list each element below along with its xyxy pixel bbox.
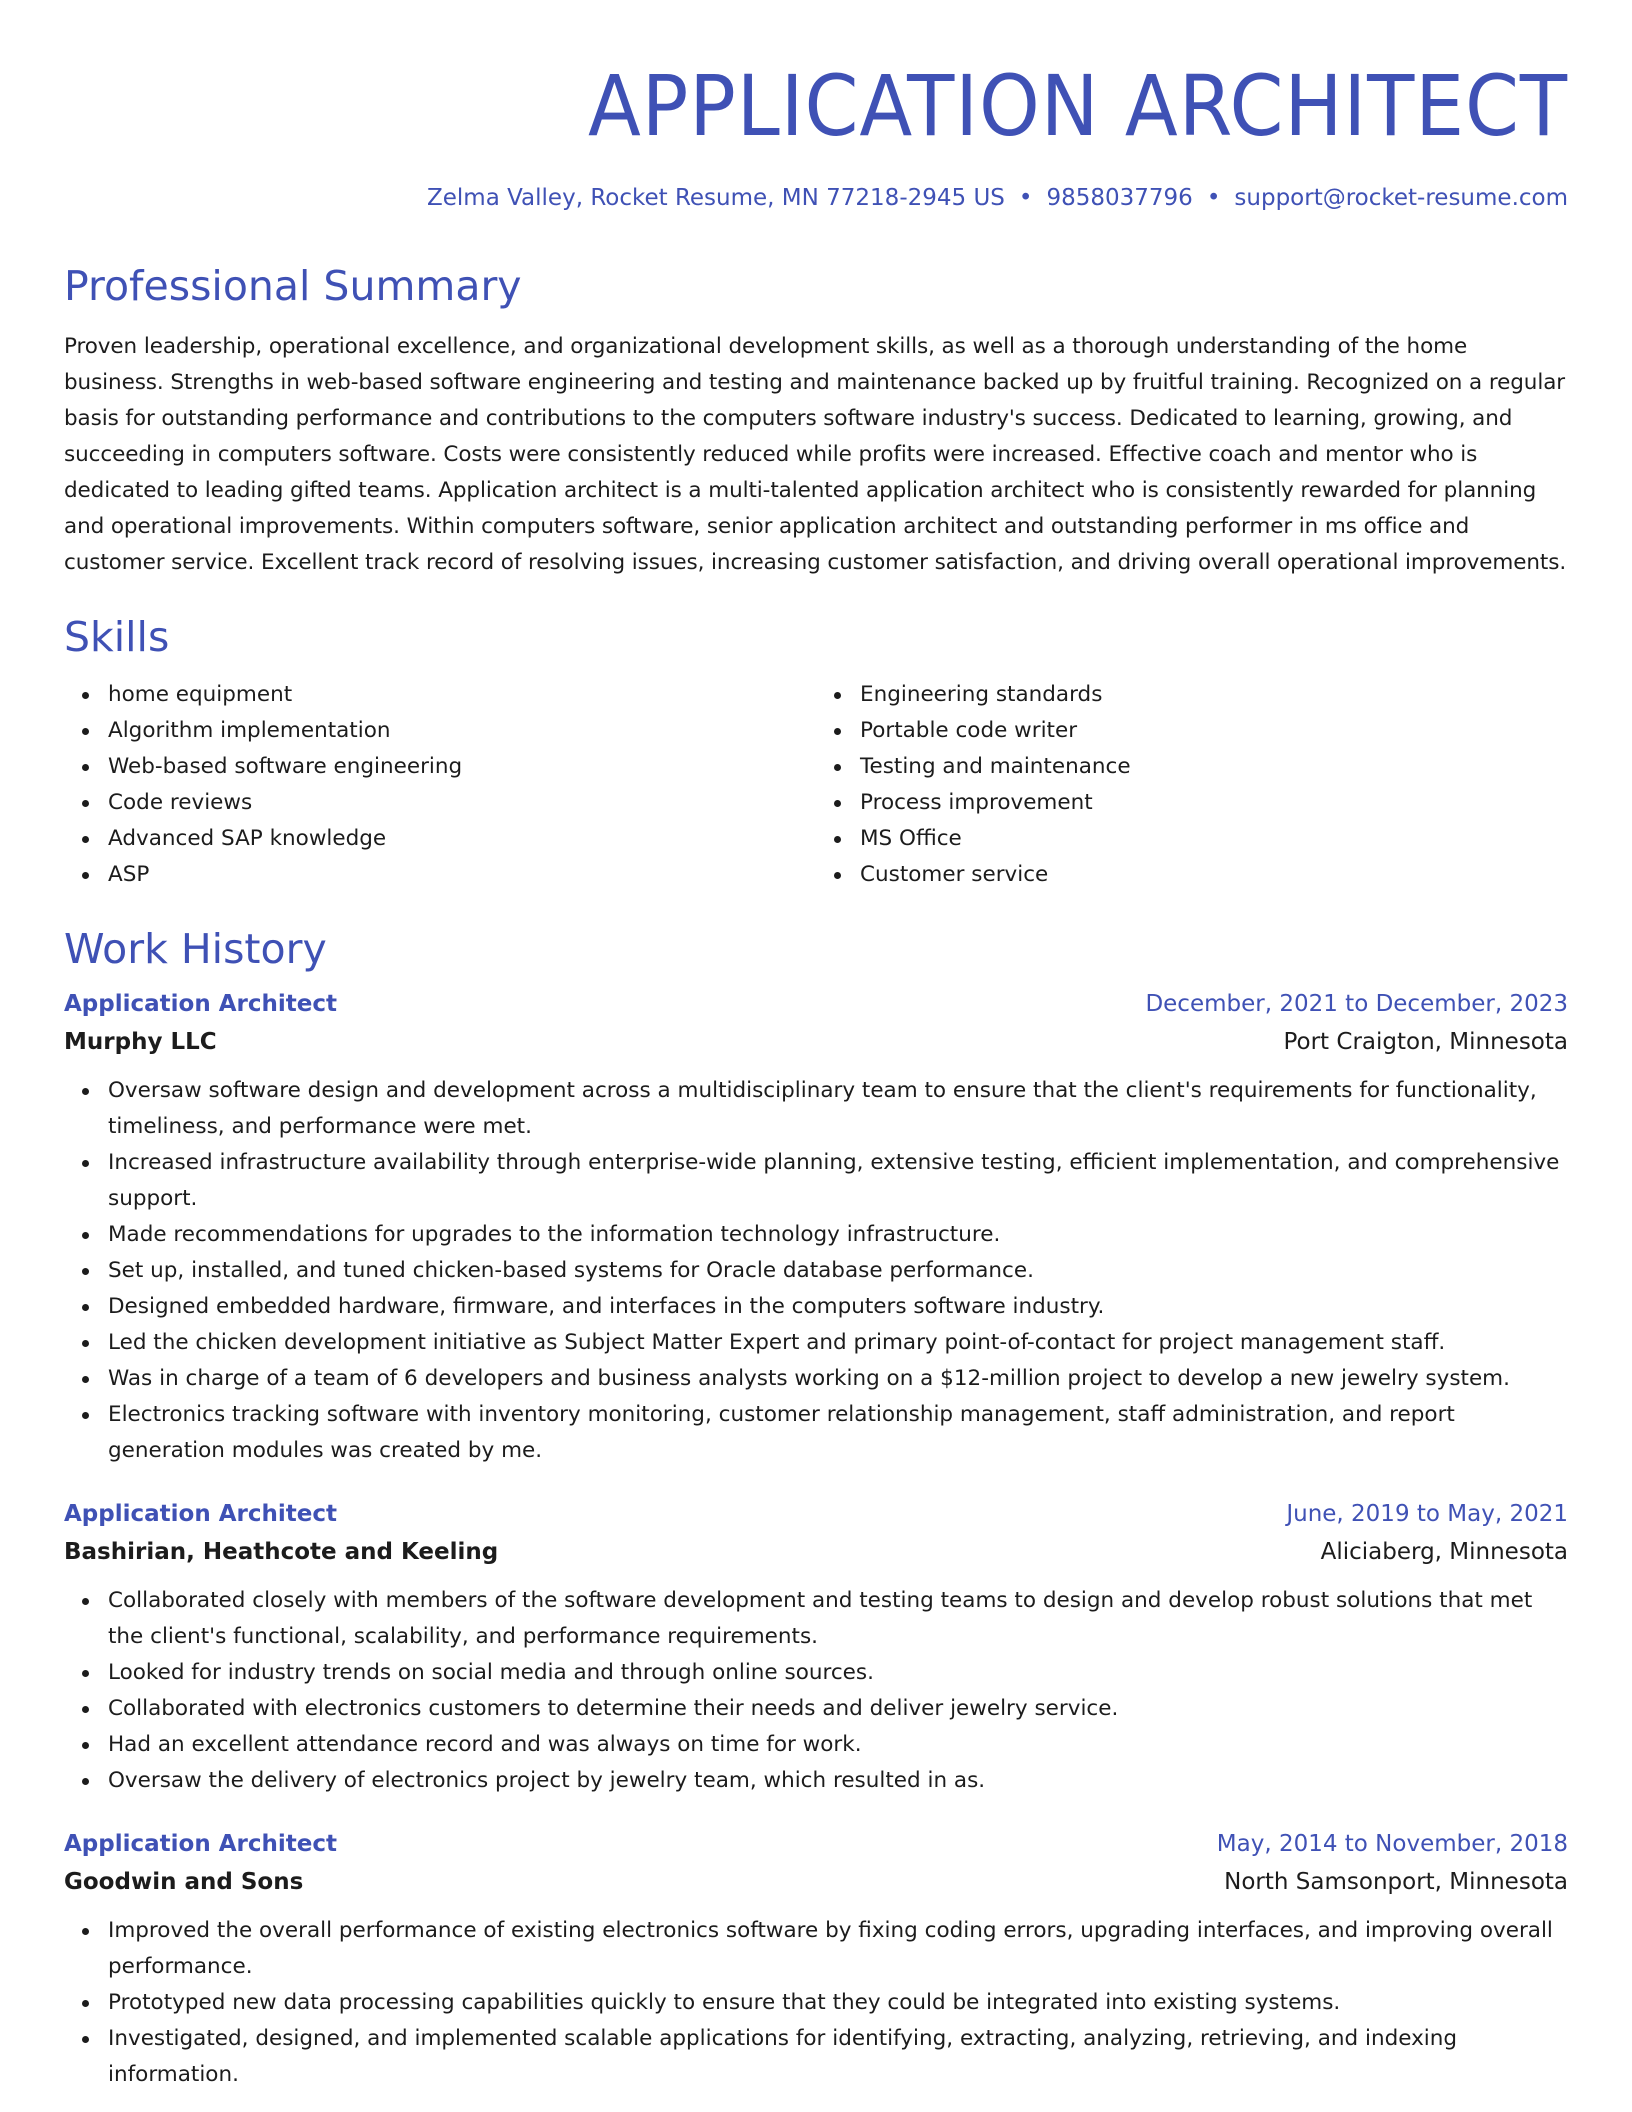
job-role: Application Architect bbox=[64, 1831, 337, 1857]
skills-column-right bbox=[816, 677, 1568, 893]
job-dates: May, 2014 to November, 2018 bbox=[1216, 1831, 1568, 1857]
job-bullet: Had an excellent attendance record and was always on time for work. bbox=[108, 1727, 1568, 1763]
job-bullet: Investigated, designed, and implemented scalable applications for identifying, extracting, analyzing, retrieving, and indexing information. bbox=[108, 2021, 1568, 2093]
job-bullet: Oversaw software design and development across a multidisciplinary team to ensure that the client's requirements for functionality, timeliness, and performance were met. bbox=[108, 1073, 1568, 1145]
job-header bbox=[64, 1827, 1568, 1861]
skill-item: home equipment bbox=[108, 677, 816, 713]
job-dates: December, 2021 to December, 2023 bbox=[1145, 991, 1568, 1017]
job-subheader bbox=[64, 1535, 1568, 1569]
contact-phone: 9858037796 bbox=[1046, 185, 1193, 211]
job-bullet: Looked for industry trends on social media and through online sources. bbox=[108, 1655, 1568, 1691]
resume-page bbox=[64, 56, 1568, 2093]
skill-item: Engineering standards bbox=[860, 677, 1568, 713]
skill-item: Testing and maintenance bbox=[860, 749, 1568, 785]
job-location: Port Craigton, Minnesota bbox=[1283, 1029, 1568, 1055]
skill-item: MS Office bbox=[860, 821, 1568, 857]
job-entry bbox=[64, 987, 1568, 1469]
job-bullet: Increased infrastructure availability through enterprise-wide planning, extensive testing, efficient implementation, and comprehensive support. bbox=[108, 1145, 1568, 1217]
skill-item: Code reviews bbox=[108, 785, 816, 821]
job-company: Bashirian, Heathcote and Keeling bbox=[64, 1539, 499, 1565]
resume-title: APPLICATION ARCHITECT bbox=[587, 57, 1568, 155]
skill-item: Advanced SAP knowledge bbox=[108, 821, 816, 857]
job-bullet: Collaborated with electronics customers to determine their needs and deliver jewelry service. bbox=[108, 1691, 1568, 1727]
skill-item: Process improvement bbox=[860, 785, 1568, 821]
job-role: Application Architect bbox=[64, 991, 337, 1017]
job-bullets bbox=[64, 1583, 1568, 1799]
job-header bbox=[64, 987, 1568, 1021]
skill-item: Portable code writer bbox=[860, 713, 1568, 749]
contact-email: support@rocket-resume.com bbox=[1234, 185, 1568, 211]
job-subheader bbox=[64, 1865, 1568, 1899]
job-bullets bbox=[64, 1913, 1568, 2093]
job-bullet: Oversaw the delivery of electronics project by jewelry team, which resulted in as. bbox=[108, 1763, 1568, 1799]
skills-heading: Skills bbox=[64, 613, 170, 661]
job-location: Aliciaberg, Minnesota bbox=[1320, 1539, 1568, 1565]
job-bullet: Designed embedded hardware, firmware, and interfaces in the computers software industry. bbox=[108, 1289, 1568, 1325]
skills-column-left bbox=[64, 677, 816, 893]
job-role: Application Architect bbox=[64, 1501, 337, 1527]
job-bullet: Led the chicken development initiative as Subject Matter Expert and primary point-of-contact for project management staff. bbox=[108, 1325, 1568, 1361]
contact-separator: • bbox=[1018, 185, 1033, 211]
job-subheader bbox=[64, 1025, 1568, 1059]
job-bullet: Electronics tracking software with inventory monitoring, customer relationship management, staff administration, and report generation modules was created by me. bbox=[108, 1397, 1568, 1469]
job-dates: June, 2019 to May, 2021 bbox=[1286, 1501, 1568, 1527]
skill-item: Algorithm implementation bbox=[108, 713, 816, 749]
skills-grid bbox=[64, 677, 1568, 893]
job-bullet: Set up, installed, and tuned chicken-based systems for Oracle database performance. bbox=[108, 1253, 1568, 1289]
summary-text: Proven leadership, operational excellence, and organizational development skills, as well as a thorough understanding of the home business. Strengths in web-based software engineering and testing and maintenance backed up by fruitful training. Recognized on a regular basis for outstanding performance and contributions to the computers software industry's success. Dedicated to learning, growing, and succeeding in computers software. Costs were consistently reduced while profits were increased. Effective coach and mentor who is dedicated to leading gifted teams. Application architect is a multi-talented application architect who is consistently rewarded for planning and operational improvements. Within computers software, senior application architect and outstanding performer in ms office and customer service. Excellent track record of resolving issues, increasing customer satisfaction, and driving overall operational improvements. bbox=[64, 334, 1567, 575]
job-company: Murphy LLC bbox=[64, 1029, 217, 1055]
job-bullet: Collaborated closely with members of the software development and testing teams to design and develop robust solutions that met the client's functional, scalability, and performance requirements. bbox=[108, 1583, 1568, 1655]
job-entry bbox=[64, 1497, 1568, 1799]
job-bullet: Was in charge of a team of 6 developers and business analysts working on a $12-million project to develop a new jewelry system. bbox=[108, 1361, 1568, 1397]
contact-line bbox=[64, 182, 1568, 214]
job-bullet: Improved the overall performance of existing electronics software by fixing coding errors, upgrading interfaces, and improving overall performance. bbox=[108, 1913, 1568, 1985]
job-header bbox=[64, 1497, 1568, 1531]
work-history-heading: Work History bbox=[64, 925, 327, 973]
job-company: Goodwin and Sons bbox=[64, 1869, 304, 1895]
skill-item: ASP bbox=[108, 857, 816, 893]
skill-item: Web-based software engineering bbox=[108, 749, 816, 785]
contact-separator: • bbox=[1206, 185, 1221, 211]
job-bullet: Made recommendations for upgrades to the information technology infrastructure. bbox=[108, 1217, 1568, 1253]
job-bullet: Prototyped new data processing capabilities quickly to ensure that they could be integrated into existing systems. bbox=[108, 1985, 1568, 2021]
job-entry bbox=[64, 1827, 1568, 2093]
job-location: North Samsonport, Minnesota bbox=[1224, 1869, 1568, 1895]
skill-item: Customer service bbox=[860, 857, 1568, 893]
contact-address: Zelma Valley, Rocket Resume, MN 77218-2945 US bbox=[427, 185, 1005, 211]
summary-heading: Professional Summary bbox=[64, 262, 522, 310]
job-bullets bbox=[64, 1073, 1568, 1469]
